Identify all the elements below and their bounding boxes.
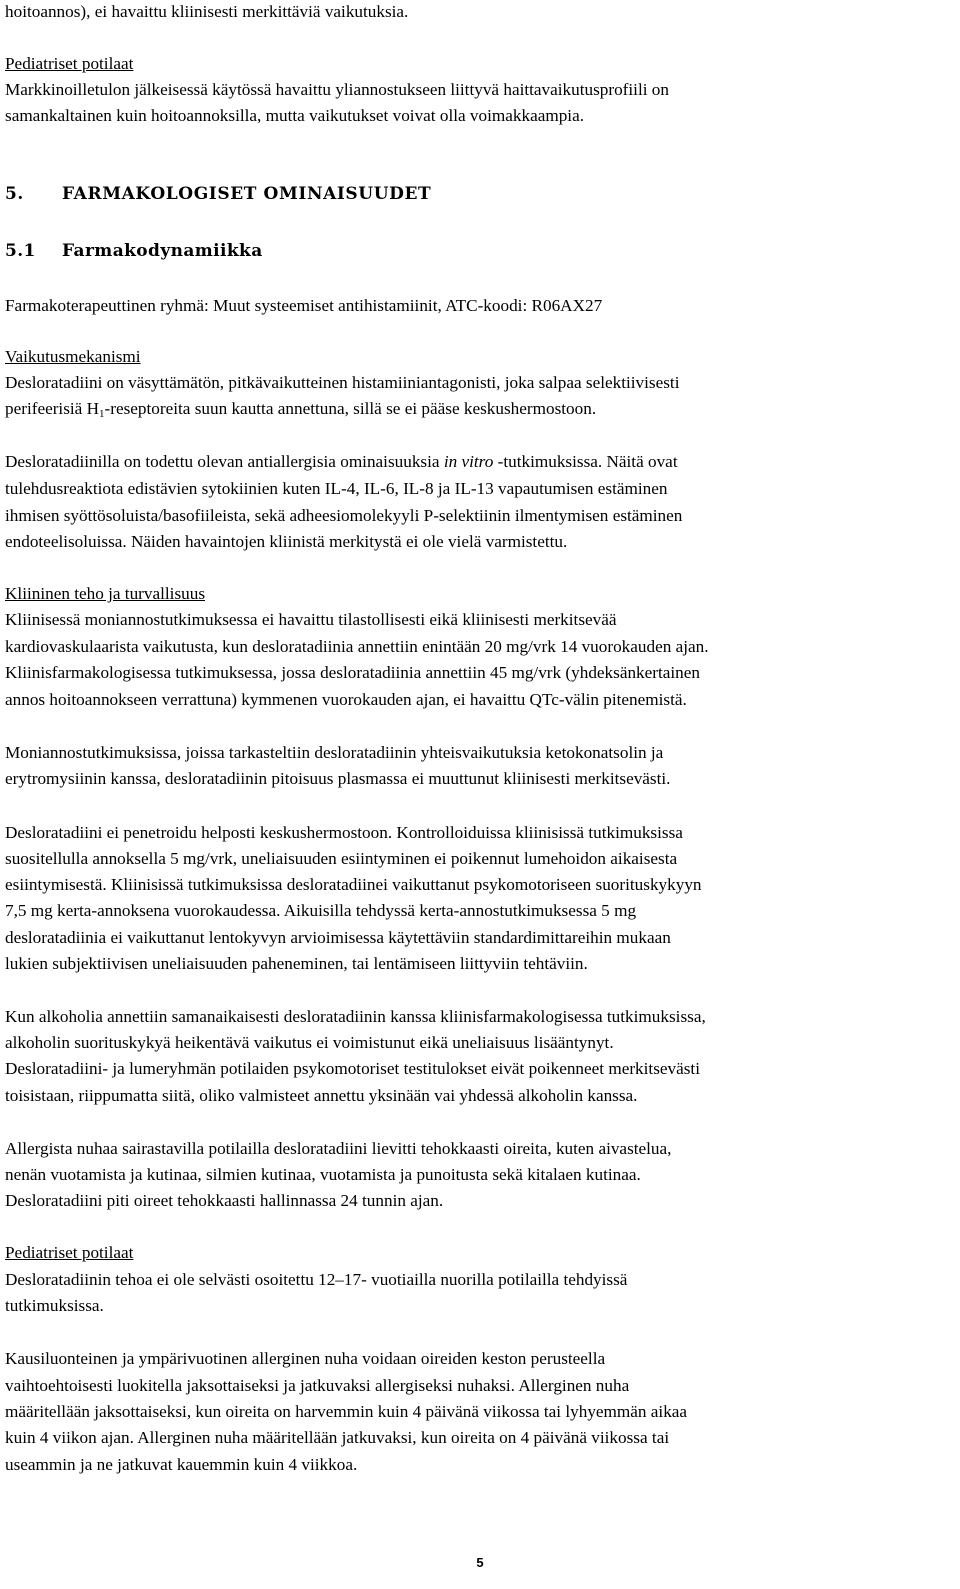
text-line: suositellulla annoksella 5 mg/vrk, uneliaisuuden esiintyminen ei poikennut lumehoidon aikaisesta [5,849,678,868]
section-number: 5.1 [5,241,36,261]
text-fragment: -tutkimuksissa. Näitä ovat [493,452,678,471]
text-line: Kliinisessä moniannostutkimuksessa ei havaittu tilastollisesti eikä kliinisesti merkitsevää [5,610,617,629]
text-line: lukien subjektiivisen uneliaisuuden paheneminen, tai lentämiseen liittyviin tehtäviin. [5,954,588,973]
subheading-pediatric-patients: Pediatriset potilaat [5,54,134,73]
text-line: Desloratadiini piti oireet tehokkaasti hallinnassa 24 tunnin ajan. [5,1191,444,1210]
text-fragment: Desloratadiinilla on todettu olevan antiallergisia ominaisuuksia [5,452,444,471]
subheading-pediatric-patients: Pediatriset potilaat [5,1243,134,1262]
page-number: 5 [476,1555,484,1570]
text-line: 7,5 mg kerta-annoksena vuorokaudessa. Aikuisilla tehdyssä kerta-annostutkimuksessa 5 mg [5,901,637,920]
italic-term: in vitro [443,452,494,471]
text-line: useammin ja ne jatkuvat kauemmin kuin 4 viikkoa. [5,1455,358,1474]
text-line: hoitoannos), ei havaittu kliinisesti merkittäviä vaikutuksia. [5,2,409,21]
text-line [5,449,678,475]
text-line: Desloratadiinin tehoa ei ole selvästi osoitettu 12–17- vuotiailla nuorilla potilailla tehdyissä [5,1270,628,1289]
text-line: endoteelisoluissa. Näiden havaintojen kliinistä merkitystä ei ole vielä varmistettu. [5,532,568,551]
text-line: Kun alkoholia annettiin samanaikaisesti desloratadiinin kanssa kliinisfarmakologisessa tutkimuksissa, [5,1007,706,1026]
text-line: nenän vuotamista ja kutinaa, silmien kutinaa, vuotamista ja punoitusta sekä kitalaen kutinaa. [5,1165,641,1184]
subheading-clinical-efficacy: Kliininen teho ja turvallisuus [5,584,206,603]
text-line: Desloratadiini on väsyttämätön, pitkävaikutteinen histamiiniantagonisti, joka salpaa selektiivisesti [5,373,680,392]
text-line: Kliinisfarmakologisessa tutkimuksessa, jossa desloratadiinia annettiin 45 mg/vrk (yhdeksänkertainen [5,663,700,682]
text-line: esiintymisestä. Kliinisissä tutkimuksissa desloratadiinei vaikuttanut psykomotoriseen suorituskykyyn [5,875,702,894]
text-line: tutkimuksissa. [5,1296,104,1315]
text-line: toisistaan, riippumatta siitä, oliko valmisteet annettu yksinään vai yhdessä alkoholin kanssa. [5,1086,638,1105]
text-line: Kausiluonteinen ja ympärivuotinen allerginen nuha voidaan oireiden keston perusteella [5,1349,606,1368]
section-heading-5 [5,181,431,207]
text-line: kardiovaskulaarista vaikutusta, kun desloratadiinia annettiin enintään 20 mg/vrk 14 vuorokauden ajan. [5,637,709,656]
text-line [5,396,596,422]
text-line: samankaltainen kuin hoitoannoksilla, mutta vaikutukset voivat olla voimakkaampia. [5,106,584,125]
text-fragment: -reseptoreita suun kautta annettuna, sillä se ei pääse keskushermostoon. [104,399,597,418]
section-title: FARMAKOLOGISET OMINAISUUDET [62,184,432,204]
text-line: erytromysiinin kanssa, desloratadiinin pitoisuus plasmassa ei muuttunut kliinisesti merkitsevästi. [5,769,671,788]
subheading-mechanism: Vaikutusmekanismi [5,347,141,366]
text-fragment: perifeerisiä H [5,399,100,418]
text-line: Farmakoterapeuttinen ryhmä: Muut systeemiset antihistamiinit, ATC-koodi: R06AX27 [5,296,603,315]
subscript: 1 [99,408,105,420]
text-line: desloratadiinia ei vaikuttanut lentokyvyn arvioimisessa käytettäviin standardimittareihin mukaan [5,928,671,947]
text-line: määritellään jaksottaiseksi, kun oireita on harvemmin kuin 4 päivänä viikossa tai lyhyemmän aikaa [5,1402,688,1421]
section-heading-5-1 [5,238,263,264]
text-line: tulehdusreaktiota edistävien sytokiinien kuten IL-4, IL-6, IL-8 ja IL-13 vapautumisen estäminen [5,479,668,498]
text-line: Markkinoilletulon jälkeisessä käytössä havaittu yliannostukseen liittyvä haittavaikutusprofiili on [5,80,669,99]
text-line: annos hoitoannokseen verrattuna) kymmenen vuorokauden ajan, ei havaittu QTc-välin pitenemistä. [5,690,687,709]
text-line: Desloratadiini- ja lumeryhmän potilaiden psykomotoriset testitulokset eivät poikenneet merkitsevästi [5,1059,700,1078]
text-line: Moniannostutkimuksissa, joissa tarkasteltiin desloratadiinin yhteisvaikutuksia ketokonatsolin ja [5,743,664,762]
text-line: Allergista nuhaa sairastavilla potilailla desloratadiini lievitti tehokkaasti oireita, kuten aivastelua, [5,1139,672,1158]
section-title: Farmakodynamiikka [62,241,263,261]
text-line: alkoholin suorituskykyä heikentävä vaikutus ei voimistunut eikä uneliaisuus lisääntynyt. [5,1033,614,1052]
text-line: ihmisen syöttösoluista/basofiileista, sekä adheesiomolekyyli P-selektiinin ilmentymisen estäminen [5,506,683,525]
text-line: vaihtoehtoisesti luokitella jaksottaiseksi ja jatkuvaksi allergiseksi nuhaksi. Allerginen nuha [5,1376,630,1395]
text-line: kuin 4 viikon ajan. Allerginen nuha määritellään jatkuvaksi, kun oireita on 4 päivänä viikossa tai [5,1428,670,1447]
text-line: Desloratadiini ei penetroidu helposti keskushermostoon. Kontrolloiduissa kliinisissä tutkimuksissa [5,823,683,842]
section-number: 5. [5,184,24,204]
